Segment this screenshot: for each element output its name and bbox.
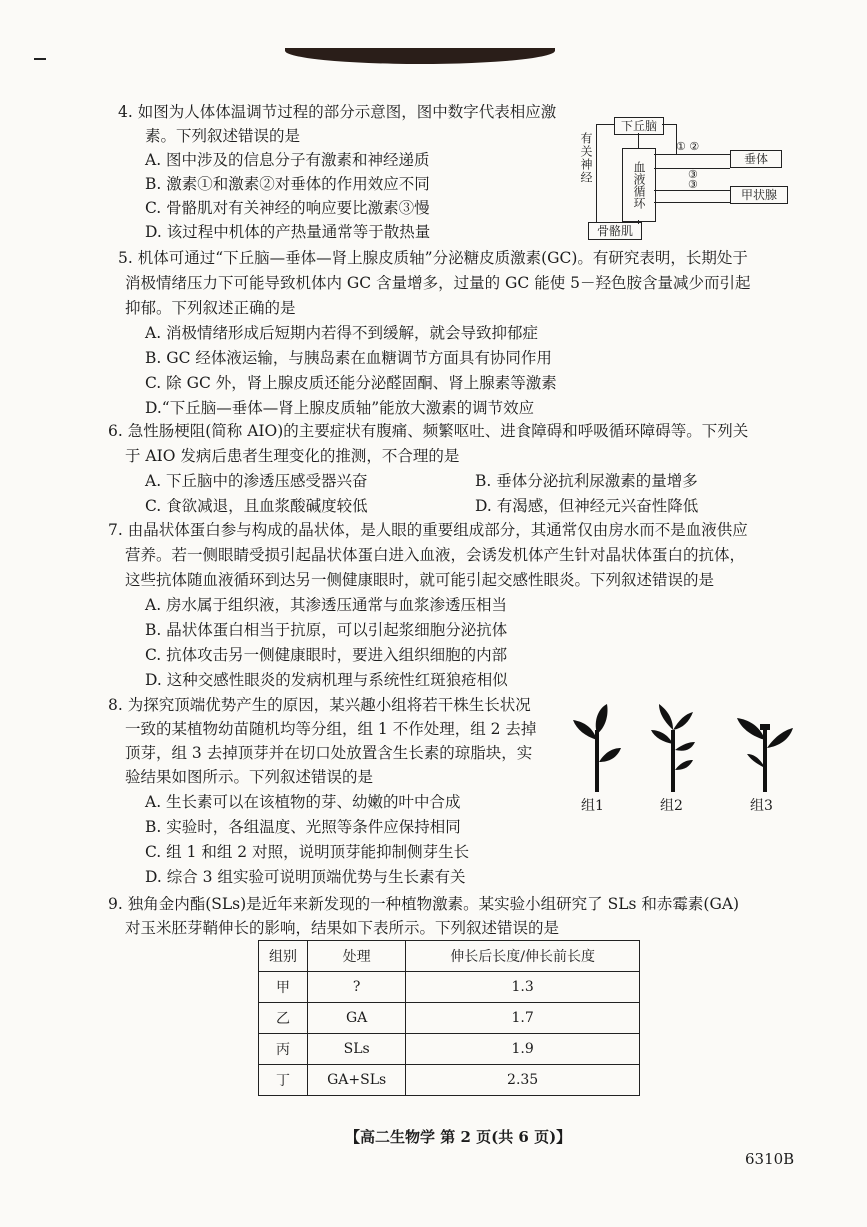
plant-group-2	[651, 704, 695, 792]
q6-option-c: C. 食欲减退，且血浆酸碱度较低	[145, 497, 368, 515]
q8-option-d: D. 综合 3 组实验可说明顶端优势与生长素有关	[145, 868, 466, 886]
nerve-label: 有关神经	[579, 132, 593, 184]
q5-option-c: C. 除 GC 外，肾上腺皮质还能分泌醛固酮、肾上腺素等激素	[145, 374, 557, 392]
table-header-row	[259, 941, 640, 972]
q8-stem-line1: 8. 为探究顶端优势产生的原因，某兴趣小组将若干株生长状况	[108, 696, 531, 714]
connector-line	[596, 124, 614, 125]
header-ratio: 伸长后长度/伸长前长度	[406, 941, 640, 972]
q4-option-b: B. 激素①和激素②对垂体的作用效应不同	[145, 175, 430, 193]
header-treatment: 处理	[308, 941, 406, 972]
q5-stem-line3: 抑郁。下列叙述正确的是	[125, 299, 296, 317]
plant-label-group2: 组2	[660, 798, 683, 814]
q9-stem-line2: 对玉米胚芽鞘伸长的影响，结果如下表所示。下列叙述错误的是	[125, 919, 560, 937]
q8-option-a: A. 生长素可以在该植物的芽、幼嫩的叶中合成	[145, 793, 461, 811]
connector-line	[638, 220, 639, 224]
exam-code: 6310B	[745, 1150, 795, 1168]
skeletal-muscle-box: 骨骼肌	[588, 222, 642, 240]
agar-block	[760, 724, 770, 730]
q5-option-d: D.“下丘脑—垂体—肾上腺皮质轴”能放大激素的调节效应	[145, 399, 535, 417]
hypothalamus-box: 下丘脑	[614, 117, 664, 135]
q5-option-b: B. GC 经体液运输，与胰岛素在血糖调节方面具有协同作用	[145, 349, 552, 367]
q4-stem-line2: 素。下列叙述错误的是	[145, 127, 301, 145]
q8-stem-line3: 顶芽，组 3 去掉顶芽并在切口处放置含生长素的琼脂块，实	[125, 744, 533, 762]
table-row	[259, 972, 640, 1003]
q4-stem-line1: 4. 如图为人体体温调节过程的部分示意图，图中数字代表相应激	[118, 103, 557, 121]
connector-line	[662, 124, 676, 125]
cell-group: 乙	[259, 1003, 308, 1034]
blood-circulation-box: 血液循环	[622, 148, 656, 222]
arrow-to-pituitary	[654, 154, 730, 155]
q5-option-a: A. 消极情绪形成后短期内若得不到缓解，就会导致抑郁症	[145, 324, 539, 342]
plant-group-1	[573, 704, 621, 792]
q7-stem-line2: 营养。若一侧眼睛受损引起晶状体蛋白进入血液，会诱发机体产生针对晶状体蛋白的抗体，	[125, 546, 746, 564]
arrow-from-thyroid	[654, 202, 730, 203]
q5-stem-line1: 5. 机体可通过“下丘脑—垂体—肾上腺皮质轴”分泌糖皮质激素(GC)。有研究表明，长期处于	[118, 249, 748, 267]
page-footer: 【高二生物学 第 2 页(共 6 页)】	[345, 1128, 572, 1146]
cell-treatment: GA+SLs	[308, 1065, 406, 1096]
q6-stem-line2: 于 AIO 发病后患者生理变化的推测，不合理的是	[125, 447, 460, 465]
cell-treatment: GA	[308, 1003, 406, 1034]
cell-group: 丙	[259, 1034, 308, 1065]
plant-seedlings-figure	[555, 700, 805, 795]
cell-ratio: 1.9	[406, 1034, 640, 1065]
q7-option-d: D. 这种交感性眼炎的发病机理与系统性红斑狼疮相似	[145, 671, 508, 689]
pituitary-box: 垂体	[730, 150, 782, 168]
edge-mark	[34, 58, 46, 60]
q8-stem-line4: 验结果如图所示。下列叙述错误的是	[125, 768, 374, 786]
cell-ratio: 1.3	[406, 972, 640, 1003]
q7-stem-line1: 7. 由晶状体蛋白参与构成的晶状体，是人眼的重要组成部分，其通常仅由房水而不是血液供应	[108, 521, 748, 539]
table-row	[259, 1003, 640, 1034]
thyroid-box: 甲状腺	[730, 186, 788, 204]
q5-stem-line2: 消极情绪压力下可能导致机体内 GC 含量增多，过量的 GC 能使 5－羟色胺含量减少而引起	[125, 274, 751, 292]
q4-option-a: A. 图中涉及的信息分子有激素和神经递质	[145, 151, 430, 169]
q7-stem-line3: 这些抗体随血液循环到达另一侧健康眼时，就可能引起交感性眼炎。下列叙述错误的是	[125, 571, 715, 589]
hormone-3-label-b: ③	[688, 178, 698, 191]
cell-group: 丁	[259, 1065, 308, 1096]
q8-option-c: C. 组 1 和组 2 对照，说明顶芽能抑制侧芽生长	[145, 843, 470, 861]
q8-option-b: B. 实验时，各组温度、光照等条件应保持相同	[145, 818, 461, 836]
connector-line	[596, 124, 597, 222]
q6-stem-line1: 6. 急性肠梗阻(简称 AIO)的主要症状有腹痛、频繁呕吐、进食障碍和呼吸循环障碍等。下列关	[108, 422, 749, 440]
cell-treatment: ?	[308, 972, 406, 1003]
hormone-1-2-label: ① ②	[676, 140, 700, 153]
q7-option-a: A. 房水属于组织液，其渗透压通常与血浆渗透压相当	[145, 596, 508, 614]
q9-stem-line1: 9. 独角金内酯(SLs)是近年来新发现的一种植物激素。某实验小组研究了 SLs 和赤霉素(GA)	[108, 895, 740, 913]
page-top-shadow	[285, 48, 555, 64]
table-row	[259, 1034, 640, 1065]
q6-option-d: D. 有渴感，但神经元兴奋性降低	[475, 497, 699, 515]
cell-group: 甲	[259, 972, 308, 1003]
cell-ratio: 2.35	[406, 1065, 640, 1096]
q8-stem-line2: 一致的某植物幼苗随机均等分组，组 1 不作处理，组 2 去掉	[125, 720, 537, 738]
cell-ratio: 1.7	[406, 1003, 640, 1034]
q4-option-c: C. 骨骼肌对有关神经的响应要比激素③慢	[145, 199, 430, 217]
plant-label-group1: 组1	[581, 798, 604, 814]
q6-option-a: A. 下丘脑中的渗透压感受器兴奋	[145, 472, 368, 490]
header-group: 组别	[259, 941, 308, 972]
results-table	[258, 940, 640, 1096]
q7-option-b: B. 晶状体蛋白相当于抗原，可以引起浆细胞分泌抗体	[145, 621, 508, 639]
cell-treatment: SLs	[308, 1034, 406, 1065]
hormone-3-label: ③	[688, 168, 698, 181]
thermoregulation-diagram	[578, 112, 788, 242]
plant-group-3	[737, 718, 793, 792]
q6-option-b: B. 垂体分泌抗利尿激素的量增多	[475, 472, 698, 490]
connector-line	[638, 133, 639, 148]
plant-label-group3: 组3	[750, 798, 773, 814]
q4-option-d: D. 该过程中机体的产热量通常等于散热量	[145, 223, 431, 241]
table-row	[259, 1065, 640, 1096]
q7-option-c: C. 抗体攻击另一侧健康眼时，要进入组织细胞的内部	[145, 646, 508, 664]
